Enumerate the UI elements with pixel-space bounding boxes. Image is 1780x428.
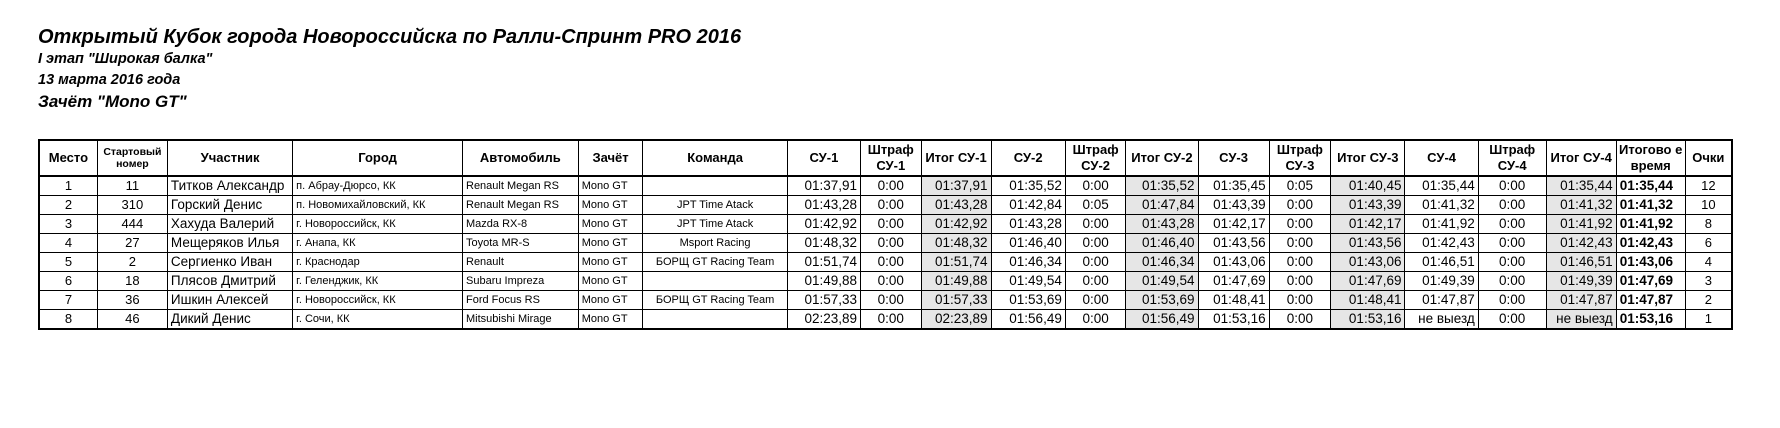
start-number-cell: 27 — [97, 234, 167, 253]
ss3-penalty-cell: 0:00 — [1269, 234, 1331, 253]
car-cell: Subaru Impreza — [463, 272, 579, 291]
final-time-cell: 01:43,06 — [1616, 253, 1685, 272]
ss2-time-cell: 01:42,84 — [991, 196, 1065, 215]
place-cell: 5 — [39, 253, 97, 272]
ss4-total-cell: 01:42,43 — [1546, 234, 1616, 253]
col-header-final: Итогово е время — [1616, 140, 1685, 176]
ss1-time-cell: 01:57,33 — [787, 291, 860, 310]
ss1-penalty-cell: 0:00 — [861, 291, 922, 310]
ss1-time-cell: 01:48,32 — [787, 234, 860, 253]
ss4-total-cell: 01:46,51 — [1546, 253, 1616, 272]
ss1-penalty-cell: 0:00 — [861, 310, 922, 330]
col-header-pen2: Штраф СУ-2 — [1065, 140, 1126, 176]
col-header-car: Автомобиль — [463, 140, 579, 176]
team-cell — [643, 310, 787, 330]
ss3-total-cell: 01:43,56 — [1331, 234, 1405, 253]
table-row — [39, 176, 1732, 196]
table-header-row — [39, 140, 1732, 176]
class-cell: Mono GT — [578, 272, 643, 291]
final-time-cell: 01:41,92 — [1616, 215, 1685, 234]
ss2-penalty-cell: 0:00 — [1065, 215, 1126, 234]
ss1-total-cell: 01:49,88 — [921, 272, 991, 291]
car-cell: Renault Megan RS — [463, 176, 579, 196]
points-cell: 4 — [1685, 253, 1732, 272]
start-number-cell: 2 — [97, 253, 167, 272]
ss2-total-cell: 01:46,34 — [1126, 253, 1198, 272]
city-cell: г. Геленджик, КК — [293, 272, 463, 291]
ss3-penalty-cell: 0:00 — [1269, 310, 1331, 330]
ss1-time-cell: 01:49,88 — [787, 272, 860, 291]
ss1-time-cell: 01:37,91 — [787, 176, 860, 196]
class-cell: Mono GT — [578, 310, 643, 330]
class-cell: Mono GT — [578, 176, 643, 196]
start-number-cell: 36 — [97, 291, 167, 310]
col-header-ss1: СУ-1 — [787, 140, 860, 176]
place-cell: 3 — [39, 215, 97, 234]
ss3-time-cell: 01:35,45 — [1198, 176, 1269, 196]
ss3-penalty-cell: 0:00 — [1269, 291, 1331, 310]
class-cell: Mono GT — [578, 196, 643, 215]
col-header-place: Место — [39, 140, 97, 176]
team-cell — [643, 176, 787, 196]
ss1-total-cell: 01:51,74 — [921, 253, 991, 272]
points-cell: 12 — [1685, 176, 1732, 196]
ss1-total-cell: 01:57,33 — [921, 291, 991, 310]
ss3-total-cell: 01:43,39 — [1331, 196, 1405, 215]
ss1-time-cell: 02:23,89 — [787, 310, 860, 330]
final-time-cell: 01:53,16 — [1616, 310, 1685, 330]
table-row — [39, 291, 1732, 310]
ss4-time-cell: 01:49,39 — [1405, 272, 1478, 291]
points-cell: 2 — [1685, 291, 1732, 310]
ss2-total-cell: 01:56,49 — [1126, 310, 1198, 330]
table-row — [39, 272, 1732, 291]
ss1-total-cell: 01:42,92 — [921, 215, 991, 234]
final-time-cell: 01:47,87 — [1616, 291, 1685, 310]
team-cell: JPT Time Atack — [643, 196, 787, 215]
table-row — [39, 253, 1732, 272]
city-cell: п. Абрау-Дюрсо, КК — [293, 176, 463, 196]
place-cell: 4 — [39, 234, 97, 253]
ss1-penalty-cell: 0:00 — [861, 234, 922, 253]
ss4-penalty-cell: 0:00 — [1478, 253, 1546, 272]
car-cell: Renault Megan RS — [463, 196, 579, 215]
ss4-total-cell: 01:41,92 — [1546, 215, 1616, 234]
col-header-ss2: СУ-2 — [991, 140, 1065, 176]
ss2-penalty-cell: 0:00 — [1065, 253, 1126, 272]
ss3-time-cell: 01:43,39 — [1198, 196, 1269, 215]
start-number-cell: 444 — [97, 215, 167, 234]
ss3-time-cell: 01:47,69 — [1198, 272, 1269, 291]
ss1-total-cell: 01:37,91 — [921, 176, 991, 196]
place-cell: 8 — [39, 310, 97, 330]
ss2-total-cell: 01:47,84 — [1126, 196, 1198, 215]
page-title: Открытый Кубок города Новороссийска по Ралли-Спринт PRO 2016 — [38, 26, 742, 48]
ss1-penalty-cell: 0:00 — [861, 176, 922, 196]
city-cell: п. Новомихайловский, КК — [293, 196, 463, 215]
car-cell: Mitsubishi Mirage — [463, 310, 579, 330]
ss4-total-cell: 01:35,44 — [1546, 176, 1616, 196]
ss4-penalty-cell: 0:00 — [1478, 215, 1546, 234]
ss2-time-cell: 01:53,69 — [991, 291, 1065, 310]
col-header-pen1: Штраф СУ-1 — [861, 140, 922, 176]
car-cell: Ford Focus RS — [463, 291, 579, 310]
ss4-penalty-cell: 0:00 — [1478, 291, 1546, 310]
col-header-class: Зачёт — [578, 140, 643, 176]
col-header-start-number: Стартовый номер — [97, 140, 167, 176]
col-header-tot2: Итог СУ-2 — [1126, 140, 1198, 176]
final-time-cell: 01:35,44 — [1616, 176, 1685, 196]
city-cell: г. Анапа, КК — [293, 234, 463, 253]
results-table — [38, 139, 1733, 330]
ss2-time-cell: 01:46,34 — [991, 253, 1065, 272]
ss1-penalty-cell: 0:00 — [861, 253, 922, 272]
ss1-total-cell: 01:48,32 — [921, 234, 991, 253]
city-cell: г. Новороссийск, КК — [293, 215, 463, 234]
col-header-tot4: Итог СУ-4 — [1546, 140, 1616, 176]
place-cell: 2 — [39, 196, 97, 215]
participant-cell: Ишкин Алексей — [167, 291, 292, 310]
ss3-time-cell: 01:43,56 — [1198, 234, 1269, 253]
participant-cell: Титков Александр — [167, 176, 292, 196]
category-label: Зачёт "Mono GT" — [38, 92, 187, 111]
col-header-team: Команда — [643, 140, 787, 176]
class-cell: Mono GT — [578, 291, 643, 310]
city-cell: г. Сочи, КК — [293, 310, 463, 330]
ss2-penalty-cell: 0:00 — [1065, 310, 1126, 330]
ss2-time-cell: 01:35,52 — [991, 176, 1065, 196]
table-row — [39, 196, 1732, 215]
table-row — [39, 310, 1732, 330]
ss2-time-cell: 01:43,28 — [991, 215, 1065, 234]
ss4-time-cell: 01:46,51 — [1405, 253, 1478, 272]
col-header-ss3: СУ-3 — [1198, 140, 1269, 176]
ss2-penalty-cell: 0:05 — [1065, 196, 1126, 215]
place-cell: 1 — [39, 176, 97, 196]
points-cell: 3 — [1685, 272, 1732, 291]
participant-cell: Горский Денис — [167, 196, 292, 215]
participant-cell: Дикий Денис — [167, 310, 292, 330]
table-row — [39, 215, 1732, 234]
points-cell: 1 — [1685, 310, 1732, 330]
participant-cell: Хахуда Валерий — [167, 215, 292, 234]
ss4-penalty-cell: 0:00 — [1478, 272, 1546, 291]
ss1-total-cell: 02:23,89 — [921, 310, 991, 330]
ss1-time-cell: 01:43,28 — [787, 196, 860, 215]
class-cell: Mono GT — [578, 253, 643, 272]
col-header-tot1: Итог СУ-1 — [921, 140, 991, 176]
points-cell: 6 — [1685, 234, 1732, 253]
ss3-penalty-cell: 0:05 — [1269, 176, 1331, 196]
ss2-total-cell: 01:53,69 — [1126, 291, 1198, 310]
team-cell: БОРЩ GT Racing Team — [643, 253, 787, 272]
col-header-pen3: Штраф СУ-3 — [1269, 140, 1331, 176]
ss4-total-cell: 01:49,39 — [1546, 272, 1616, 291]
ss3-time-cell: 01:53,16 — [1198, 310, 1269, 330]
ss2-total-cell: 01:43,28 — [1126, 215, 1198, 234]
team-cell: Msport Racing — [643, 234, 787, 253]
ss4-penalty-cell: 0:00 — [1478, 234, 1546, 253]
team-cell: JPT Time Atack — [643, 215, 787, 234]
ss3-total-cell: 01:42,17 — [1331, 215, 1405, 234]
document-header — [38, 25, 741, 113]
final-time-cell: 01:41,32 — [1616, 196, 1685, 215]
ss4-total-cell: не выезд — [1546, 310, 1616, 330]
ss2-total-cell: 01:49,54 — [1126, 272, 1198, 291]
car-cell: Mazda RX-8 — [463, 215, 579, 234]
col-header-points: Очки — [1685, 140, 1732, 176]
ss3-total-cell: 01:47,69 — [1331, 272, 1405, 291]
ss4-time-cell: 01:47,87 — [1405, 291, 1478, 310]
ss1-penalty-cell: 0:00 — [861, 272, 922, 291]
ss2-time-cell: 01:46,40 — [991, 234, 1065, 253]
table-row — [39, 234, 1732, 253]
col-header-participant: Участник — [167, 140, 292, 176]
ss1-time-cell: 01:42,92 — [787, 215, 860, 234]
city-cell: г. Новороссийск, КК — [293, 291, 463, 310]
car-cell: Toyota MR-S — [463, 234, 579, 253]
ss3-penalty-cell: 0:00 — [1269, 215, 1331, 234]
team-cell: БОРЩ GT Racing Team — [643, 291, 787, 310]
ss1-total-cell: 01:43,28 — [921, 196, 991, 215]
ss4-time-cell: 01:42,43 — [1405, 234, 1478, 253]
event-date: 13 марта 2016 года — [38, 72, 181, 88]
points-cell: 10 — [1685, 196, 1732, 215]
ss3-time-cell: 01:48,41 — [1198, 291, 1269, 310]
final-time-cell: 01:42,43 — [1616, 234, 1685, 253]
start-number-cell: 310 — [97, 196, 167, 215]
ss2-penalty-cell: 0:00 — [1065, 176, 1126, 196]
ss4-total-cell: 01:47,87 — [1546, 291, 1616, 310]
place-cell: 7 — [39, 291, 97, 310]
ss2-total-cell: 01:35,52 — [1126, 176, 1198, 196]
ss2-penalty-cell: 0:00 — [1065, 234, 1126, 253]
ss3-penalty-cell: 0:00 — [1269, 253, 1331, 272]
participant-cell: Плясов Дмитрий — [167, 272, 292, 291]
final-time-cell: 01:47,69 — [1616, 272, 1685, 291]
ss4-time-cell: 01:35,44 — [1405, 176, 1478, 196]
ss3-time-cell: 01:43,06 — [1198, 253, 1269, 272]
ss3-time-cell: 01:42,17 — [1198, 215, 1269, 234]
ss4-time-cell: 01:41,32 — [1405, 196, 1478, 215]
stage-label: I этап "Широкая балка" — [38, 51, 213, 67]
car-cell: Renault — [463, 253, 579, 272]
participant-cell: Мещеряков Илья — [167, 234, 292, 253]
class-cell: Mono GT — [578, 234, 643, 253]
ss3-penalty-cell: 0:00 — [1269, 272, 1331, 291]
participant-cell: Сергиенко Иван — [167, 253, 292, 272]
ss2-penalty-cell: 0:00 — [1065, 291, 1126, 310]
city-cell: г. Краснодар — [293, 253, 463, 272]
ss3-total-cell: 01:40,45 — [1331, 176, 1405, 196]
ss2-total-cell: 01:46,40 — [1126, 234, 1198, 253]
ss4-penalty-cell: 0:00 — [1478, 196, 1546, 215]
ss3-penalty-cell: 0:00 — [1269, 196, 1331, 215]
col-header-pen4: Штраф СУ-4 — [1478, 140, 1546, 176]
ss4-total-cell: 01:41,32 — [1546, 196, 1616, 215]
start-number-cell: 18 — [97, 272, 167, 291]
ss3-total-cell: 01:43,06 — [1331, 253, 1405, 272]
ss3-total-cell: 01:53,16 — [1331, 310, 1405, 330]
team-cell — [643, 272, 787, 291]
ss4-time-cell: 01:41,92 — [1405, 215, 1478, 234]
ss1-penalty-cell: 0:00 — [861, 215, 922, 234]
ss2-time-cell: 01:56,49 — [991, 310, 1065, 330]
start-number-cell: 11 — [97, 176, 167, 196]
ss3-total-cell: 01:48,41 — [1331, 291, 1405, 310]
class-cell: Mono GT — [578, 215, 643, 234]
ss1-time-cell: 01:51,74 — [787, 253, 860, 272]
col-header-ss4: СУ-4 — [1405, 140, 1478, 176]
col-header-city: Город — [293, 140, 463, 176]
place-cell: 6 — [39, 272, 97, 291]
col-header-tot3: Итог СУ-3 — [1331, 140, 1405, 176]
ss4-penalty-cell: 0:00 — [1478, 310, 1546, 330]
ss2-penalty-cell: 0:00 — [1065, 272, 1126, 291]
ss1-penalty-cell: 0:00 — [861, 196, 922, 215]
ss4-penalty-cell: 0:00 — [1478, 176, 1546, 196]
start-number-cell: 46 — [97, 310, 167, 330]
ss4-time-cell: не выезд — [1405, 310, 1478, 330]
points-cell: 8 — [1685, 215, 1732, 234]
ss2-time-cell: 01:49,54 — [991, 272, 1065, 291]
